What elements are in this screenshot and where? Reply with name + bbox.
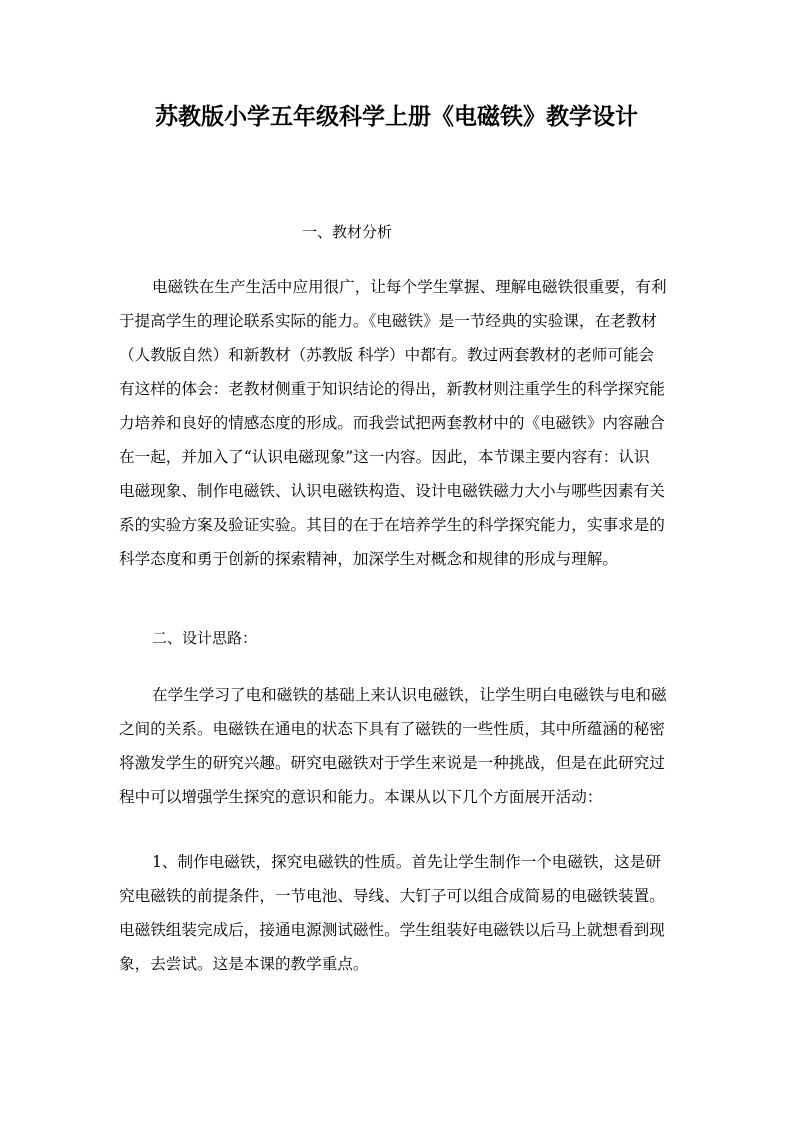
- paragraph-line: 在一起，并加入了“认识电磁现象”这一内容。因此，本节课主要内容有：认识: [119, 448, 650, 466]
- paragraph-line: 力培养和良好的情感态度的形成。而我尝试把两套教材中的《电磁铁》内容融合: [119, 414, 665, 432]
- paragraph-line: 将激发学生的研究兴趣。研究电磁铁对于学生来说是一种挑战，但是在此研究过: [119, 754, 665, 772]
- paragraph-item-1: [119, 845, 679, 981]
- paragraph-line: 系的实验方案及验证实验。其目的在于在培养学生的科学探究能力，实事求是的: [119, 516, 665, 534]
- paragraph-line: 程中可以增强学生探究的意识和能力。本课从以下几个方面展开活动：: [119, 788, 603, 806]
- section-heading-design-ideas: 二、设计思路：: [152, 629, 258, 647]
- paragraph-line: 之间的关系。电磁铁在通电的状态下具有了磁铁的一些性质，其中所蕴涵的秘密: [119, 720, 665, 738]
- paragraph-line: 有这样的体会：老教材侧重于知识结论的得出，新教材则注重学生的科学探究能: [119, 380, 665, 398]
- paragraph-line: 科学态度和勇于创新的探索精神，加深学生对概念和规律的形成与理解。: [119, 550, 619, 568]
- section-heading-textbook-analysis: 一、教材分析: [302, 223, 393, 241]
- paragraph-textbook-analysis: [119, 270, 679, 576]
- paragraph-line: 电磁现象、制作电磁铁、认识电磁铁构造、设计电磁铁磁力大小与哪些因素有关: [119, 482, 665, 500]
- paragraph-line: 电磁铁在生产生活中应用很广，让每个学生掌握、理解电磁铁很重要，有利: [152, 278, 667, 296]
- document-title: 苏教版小学五年级科学上册《电磁铁》教学设计: [155, 103, 638, 130]
- paragraph-line: 于提高学生的理论联系实际的能力。《电磁铁》是一节经典的实验课，在老教材: [119, 312, 657, 330]
- paragraph-design-ideas: [119, 678, 679, 814]
- paragraph-line: （人教版自然）和新教材（苏教版 科学）中都有。教过两套教材的老师可能会: [119, 346, 655, 364]
- paragraph-line: 电磁铁组装完成后，接通电源测试磁性。学生组装好电磁铁以后马上就想看到现: [119, 921, 665, 939]
- paragraph-line: 究电磁铁的前提条件，一节电池、导线、大钉子可以组合成简易的电磁铁装置。: [119, 887, 665, 905]
- paragraph-line: 在学生学习了电和磁铁的基础上来认识电磁铁，让学生明白电磁铁与电和磁: [152, 686, 667, 704]
- paragraph-line: 象，去尝试。这是本课的教学重点。: [119, 955, 369, 973]
- paragraph-line: 1、制作电磁铁，探究电磁铁的性质。首先让学生制作一个电磁铁，这是研: [152, 853, 661, 871]
